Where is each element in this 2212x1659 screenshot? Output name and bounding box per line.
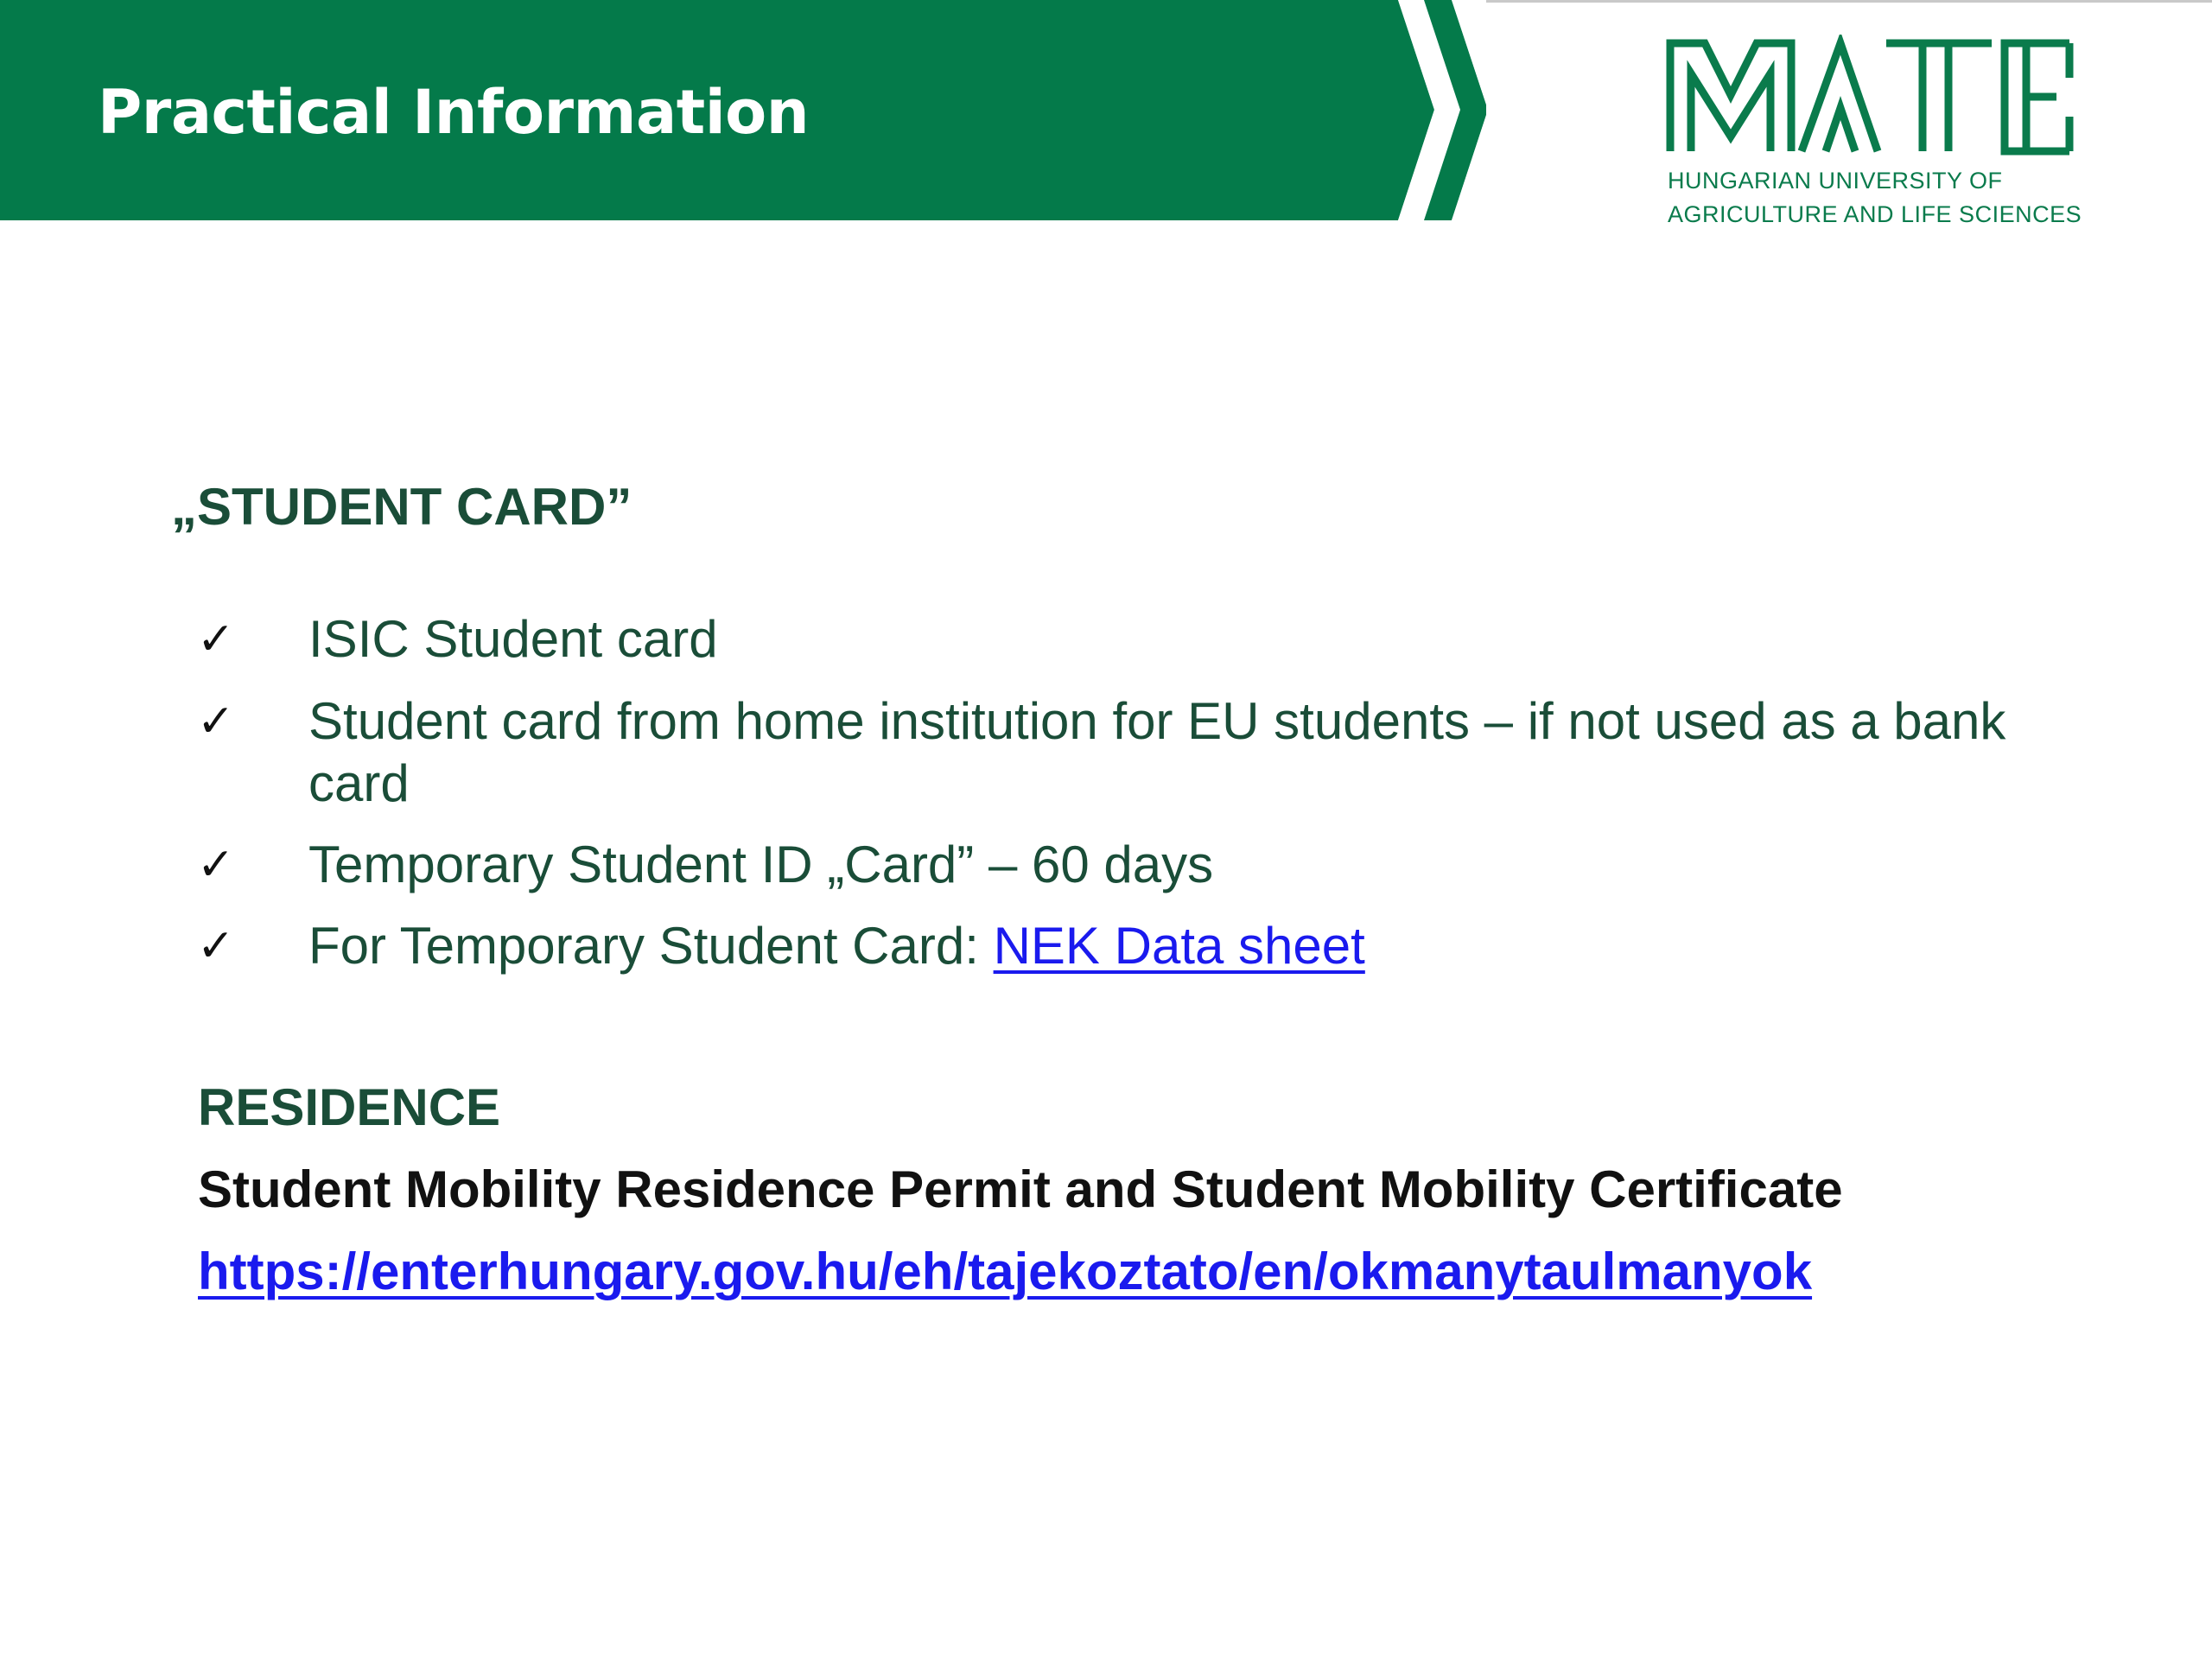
list-item-text: For Temporary Student Card: — [308, 917, 994, 975]
header-banner — [0, 0, 1486, 220]
logo-subtitle-line-1: HUNGARIAN UNIVERSITY OF — [1668, 168, 2003, 194]
list-item-text: Student card from home institution for EU students – if not used as a bank card — [308, 692, 2006, 812]
list-item-text: Temporary Student ID „Card” – 60 days — [308, 836, 1214, 893]
mate-wordmark-icon — [1663, 35, 2078, 160]
mate-logo — [1663, 35, 2082, 242]
student-card-heading: „STUDENT CARD” — [171, 478, 632, 536]
list-item-text-with-link — [308, 915, 2037, 977]
enterhungary-link[interactable]: https://enterhungary.gov.hu/eh/tajekoztato/en/okmanytaulmanyok — [198, 1243, 1813, 1300]
residence-heading: RESIDENCE — [198, 1078, 501, 1136]
top-divider — [1486, 0, 2212, 3]
logo-subtitle-line-2: AGRICULTURE AND LIFE SCIENCES — [1668, 201, 2082, 227]
list-item-text: ISIC Student card — [308, 610, 718, 668]
page-title: Practical Information — [98, 77, 810, 148]
residence-permit-text: Student Mobility Residence Permit and Student Mobility Certificate — [198, 1160, 1843, 1218]
checkmark-icon: ✓ — [197, 696, 235, 747]
checkmark-icon: ✓ — [197, 920, 235, 972]
nek-data-sheet-link[interactable]: NEK Data sheet — [993, 917, 1365, 975]
residence-url-line — [198, 1242, 1812, 1301]
checkmark-icon: ✓ — [197, 839, 235, 891]
checkmark-icon: ✓ — [197, 613, 235, 665]
